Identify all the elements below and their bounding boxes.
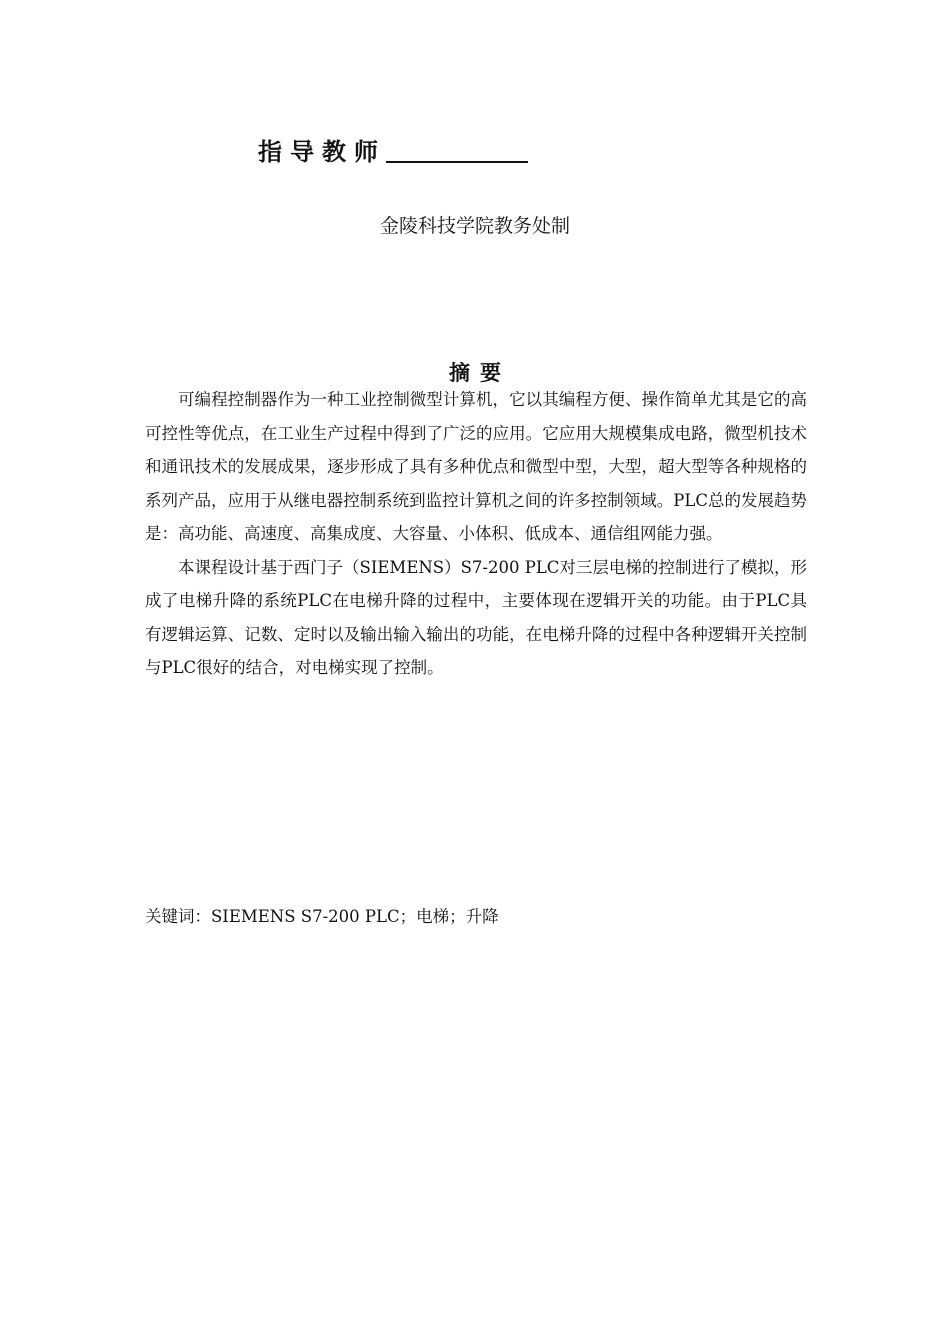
abstract-paragraph: 本课程设计基于西门子（SIEMENS）S7-200 PLC对三层电梯的控制进行了模拟，形成了电梯升降的系统PLC在电梯升降的过程中，主要体现在逻辑开关的功能。由于PLC具有逻辑运算、记数、定时以及输出输入输出的功能，在电梯升降的过程中各种逻辑开关控制与PLC很好的结合，对电梯实现了控制。 <box>145 557 807 677</box>
issuer-text: 金陵科技学院教务处制 <box>379 215 570 237</box>
advisor-label: 指导教师 <box>258 138 386 166</box>
advisor-name-blank <box>386 160 528 163</box>
advisor-line <box>258 128 528 168</box>
abstract-body <box>145 383 807 685</box>
abstract-title: 摘要 <box>449 361 511 385</box>
abstract-paragraph: 可编程控制器作为一种工业控制微型计算机，它以其编程方便、操作简单尤其是它的高可控性等优点，在工业生产过程中得到了广泛的应用。它应用大规模集成电路，微型机技术和通讯技术的发展成果，逐步形成了具有多种优点和微型中型，大型，超大型等各种规格的系列产品，应用于从继电器控制系统到监控计算机之间的许多控制领域。PLC总的发展趋势是：高功能、高速度、高集成度、大容量、小体积、低成本、通信组网能力强。 <box>145 390 807 543</box>
keywords-line: 关键词：SIEMENS S7-200 PLC；电梯；升降 <box>145 907 499 926</box>
